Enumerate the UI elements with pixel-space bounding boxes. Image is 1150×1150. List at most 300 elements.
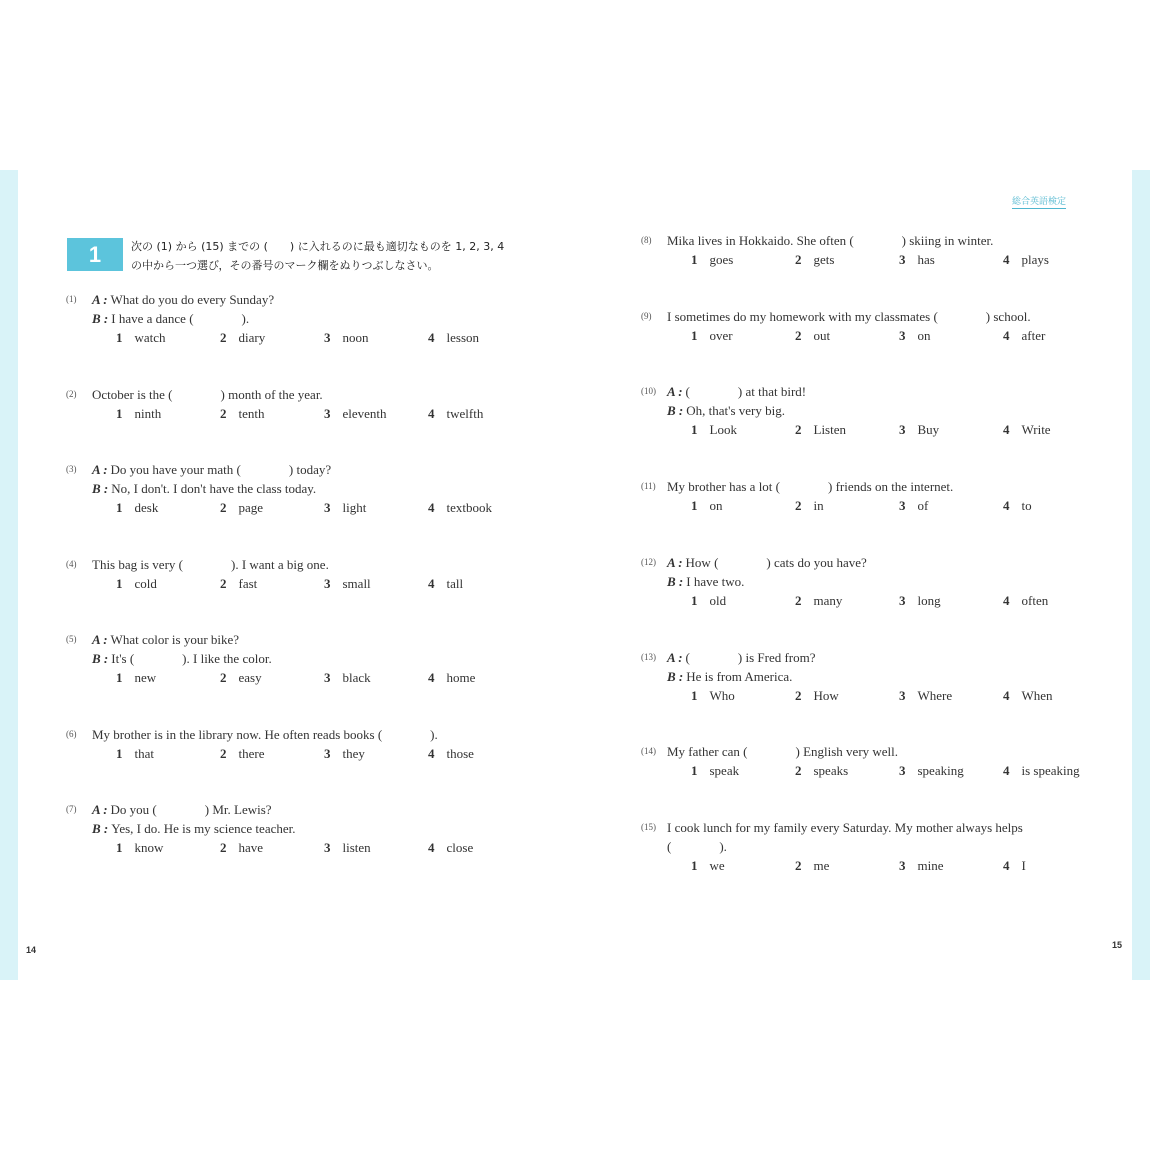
choice-number: 2	[795, 498, 802, 513]
choice-number: 4	[1003, 763, 1010, 778]
choice-option-3	[324, 574, 371, 593]
choice-row	[92, 498, 516, 517]
question-number: (6)	[66, 729, 77, 739]
question-number: (2)	[66, 389, 77, 399]
choice-text: speaks	[813, 763, 849, 778]
question-line	[92, 800, 516, 819]
choice-option-1	[691, 420, 737, 439]
header-label: 総合英語検定	[1012, 194, 1066, 209]
speaker-label: A :	[667, 650, 683, 665]
choice-option-2	[795, 250, 834, 269]
choice-option-4	[428, 838, 473, 857]
choice-text: over	[709, 328, 733, 343]
choice-text: tenth	[238, 406, 265, 421]
question-line	[92, 290, 516, 309]
choice-text: ninth	[134, 406, 162, 421]
choice-text: easy	[238, 670, 262, 685]
choice-option-3	[899, 496, 928, 515]
choice-row	[667, 591, 1091, 610]
question-text-after-blank: ).	[430, 727, 438, 742]
choice-text: long	[917, 593, 941, 608]
question-text-before-blank: Do you have your math (	[110, 462, 241, 477]
question-body	[667, 818, 1091, 875]
question-text-after-blank: ) month of the year.	[220, 387, 323, 402]
choice-text: page	[238, 500, 264, 515]
choice-text: of	[917, 498, 929, 513]
question-text-after-blank: ) cats do you have?	[766, 555, 867, 570]
choice-text: eleventh	[342, 406, 387, 421]
choice-option-1	[691, 686, 735, 705]
choice-text: black	[342, 670, 371, 685]
question-line	[667, 477, 1091, 496]
question-number: (12)	[641, 557, 656, 567]
choice-number: 1	[116, 330, 123, 345]
choice-number: 3	[899, 593, 906, 608]
speaker-label: A :	[92, 632, 108, 647]
choice-option-3	[324, 498, 366, 517]
choice-number: 2	[220, 500, 227, 515]
question-text-before-blank: (	[685, 384, 690, 399]
choice-number: 1	[116, 500, 123, 515]
question-number: (10)	[641, 386, 656, 396]
choice-option-1	[116, 744, 154, 763]
question-line	[667, 648, 1091, 667]
page-number-left: 14	[26, 945, 37, 955]
choice-option-3	[899, 420, 939, 439]
question-line	[92, 460, 516, 479]
choice-text: often	[1021, 593, 1049, 608]
choice-row	[667, 250, 1091, 269]
choice-number: 4	[428, 330, 435, 345]
choice-number: 2	[220, 576, 227, 591]
choice-option-1	[691, 496, 723, 515]
choice-text: speaking	[917, 763, 964, 778]
choice-number: 1	[691, 763, 698, 778]
choice-number: 1	[691, 688, 698, 703]
choice-text: have	[238, 840, 264, 855]
choice-option-1	[691, 250, 733, 269]
choice-number: 3	[899, 252, 906, 267]
choice-option-4	[428, 498, 492, 517]
question-line	[667, 231, 1091, 250]
speaker-label: B :	[92, 651, 109, 666]
choice-number: 3	[899, 763, 906, 778]
choice-text: out	[813, 328, 831, 343]
question-text-after-blank: ) school.	[985, 309, 1031, 324]
choice-number: 3	[324, 840, 331, 855]
question-number: (14)	[641, 746, 656, 756]
choice-number: 3	[324, 746, 331, 761]
question-line	[92, 819, 516, 838]
choice-text: Buy	[917, 422, 940, 437]
question-body	[92, 555, 516, 593]
choice-text: mine	[917, 858, 944, 873]
choice-option-2	[220, 404, 265, 423]
question-9	[641, 307, 1091, 345]
choice-number: 1	[691, 328, 698, 343]
choice-number: 2	[220, 840, 227, 855]
choice-row	[92, 668, 516, 687]
section-number-badge: 1	[67, 238, 123, 271]
question-13	[641, 648, 1091, 705]
choice-text: Listen	[813, 422, 846, 437]
choice-number: 3	[899, 858, 906, 873]
question-text: I cook lunch for my family every Saturday. My mother always helps	[667, 820, 1023, 835]
speaker-label: A :	[92, 802, 108, 817]
question-12	[641, 553, 1091, 610]
choice-number: 3	[899, 688, 906, 703]
question-text-before-blank: Do you (	[110, 802, 157, 817]
speaker-label: B :	[667, 574, 684, 589]
question-15	[641, 818, 1091, 875]
choice-text: there	[238, 746, 265, 761]
choice-row	[92, 404, 516, 423]
choice-text: fast	[238, 576, 258, 591]
choice-row	[92, 744, 516, 763]
choice-text: textbook	[446, 500, 492, 515]
choice-text: listen	[342, 840, 371, 855]
choice-option-1	[691, 761, 739, 780]
choice-option-2	[220, 498, 263, 517]
choice-row	[667, 326, 1091, 345]
choice-text: after	[1021, 328, 1046, 343]
page-number-right: 15	[1112, 940, 1123, 950]
choice-number: 3	[324, 576, 331, 591]
choice-number: 1	[116, 576, 123, 591]
choice-option-4	[1003, 496, 1032, 515]
choice-number: 4	[1003, 328, 1010, 343]
choice-text: watch	[134, 330, 166, 345]
choice-text: lesson	[446, 330, 479, 345]
question-number: (11)	[641, 481, 656, 491]
choice-number: 4	[1003, 688, 1010, 703]
question-line	[92, 630, 516, 649]
question-text-after-blank: ) Mr. Lewis?	[204, 802, 272, 817]
question-line	[92, 725, 516, 744]
choice-row	[92, 838, 516, 857]
choice-number: 4	[428, 746, 435, 761]
choice-number: 3	[899, 328, 906, 343]
choice-text: old	[709, 593, 727, 608]
choice-option-2	[220, 744, 264, 763]
choice-option-2	[220, 838, 263, 857]
choice-option-4	[428, 744, 474, 763]
choice-number: 2	[795, 763, 802, 778]
choice-text: on	[917, 328, 931, 343]
choice-text: desk	[134, 500, 159, 515]
choice-option-2	[795, 420, 846, 439]
choice-text: goes	[709, 252, 734, 267]
choice-text: on	[709, 498, 723, 513]
question-2	[66, 385, 516, 423]
choice-number: 3	[324, 406, 331, 421]
choice-option-3	[324, 404, 387, 423]
choice-option-2	[795, 326, 830, 345]
speaker-label: A :	[92, 292, 108, 307]
question-text-after-blank: ). I like the color.	[182, 651, 272, 666]
choice-text: Who	[709, 688, 735, 703]
choice-number: 1	[691, 593, 698, 608]
question-number: (4)	[66, 559, 77, 569]
choice-number: 4	[428, 576, 435, 591]
choice-row	[92, 574, 516, 593]
question-body	[667, 307, 1091, 345]
choice-option-4	[428, 668, 475, 687]
question-number: (13)	[641, 652, 656, 662]
question-text: I have two.	[686, 574, 745, 589]
choice-option-3	[899, 591, 941, 610]
choice-option-1	[116, 668, 156, 687]
choice-option-3	[324, 668, 371, 687]
question-text-after-blank: ) skiing in winter.	[901, 233, 994, 248]
choice-option-4	[428, 404, 483, 423]
choice-text: plays	[1021, 252, 1049, 267]
question-text-after-blank: ) today?	[288, 462, 332, 477]
choice-number: 4	[1003, 422, 1010, 437]
choice-option-3	[899, 856, 944, 875]
question-body	[667, 553, 1091, 610]
choice-text: home	[446, 670, 476, 685]
choice-text: twelfth	[446, 406, 484, 421]
choice-option-3	[324, 838, 371, 857]
choice-number: 3	[324, 500, 331, 515]
question-body	[667, 742, 1091, 780]
book-spread	[0, 170, 1150, 980]
choice-row	[92, 328, 516, 347]
choice-option-4	[1003, 250, 1049, 269]
choice-option-4	[1003, 761, 1080, 780]
choice-text: light	[342, 500, 367, 515]
choice-option-1	[116, 498, 158, 517]
choice-text: new	[134, 670, 157, 685]
choice-number: 1	[691, 498, 698, 513]
choice-option-3	[899, 761, 964, 780]
choice-number: 4	[428, 500, 435, 515]
choice-number: 2	[795, 328, 802, 343]
choice-option-4	[1003, 420, 1051, 439]
speaker-label: B :	[92, 821, 109, 836]
choice-text: those	[446, 746, 474, 761]
question-text-after-blank: ) English very well.	[795, 744, 899, 759]
choice-number: 1	[116, 746, 123, 761]
question-text-before-blank: My brother is in the library now. He often reads books (	[92, 727, 383, 742]
choice-number: 2	[795, 252, 802, 267]
choice-text: close	[446, 840, 474, 855]
choice-option-4	[1003, 856, 1026, 875]
question-line	[667, 742, 1091, 761]
question-text-before-blank: This bag is very (	[92, 557, 183, 572]
choice-option-3	[899, 326, 931, 345]
question-line	[92, 649, 516, 668]
choice-text: know	[134, 840, 164, 855]
choice-text: I	[1021, 858, 1026, 873]
question-number: (5)	[66, 634, 77, 644]
choice-number: 1	[691, 422, 698, 437]
question-body	[667, 231, 1091, 269]
page-edge-right	[1132, 170, 1150, 980]
speaker-label: A :	[667, 555, 683, 570]
question-line	[667, 667, 1091, 686]
question-line	[92, 479, 516, 498]
question-line	[667, 572, 1091, 591]
question-5	[66, 630, 516, 687]
choice-text: that	[134, 746, 154, 761]
question-text-before-blank: (	[667, 839, 672, 854]
question-text-before-blank: Mika lives in Hokkaido. She often (	[667, 233, 854, 248]
question-text-after-blank: ).	[241, 311, 250, 326]
choice-number: 4	[428, 406, 435, 421]
question-line	[667, 818, 1091, 837]
question-line	[667, 837, 1091, 856]
choice-option-3	[324, 328, 369, 347]
choice-row	[667, 496, 1091, 515]
choice-option-3	[899, 250, 935, 269]
choice-number: 1	[691, 858, 698, 873]
choice-option-1	[691, 326, 733, 345]
choice-number: 4	[428, 670, 435, 685]
choice-option-1	[691, 591, 726, 610]
question-text-after-blank: ) is Fred from?	[737, 650, 816, 665]
choice-number: 2	[795, 688, 802, 703]
choice-option-1	[116, 838, 163, 857]
choice-option-2	[220, 574, 257, 593]
choice-text: to	[1021, 498, 1032, 513]
speaker-label: B :	[92, 311, 109, 326]
choice-text: small	[342, 576, 371, 591]
choice-number: 2	[795, 593, 802, 608]
question-11	[641, 477, 1091, 515]
question-10	[641, 382, 1091, 439]
question-body	[667, 648, 1091, 705]
choice-number: 4	[1003, 252, 1010, 267]
choice-number: 1	[116, 670, 123, 685]
choice-option-2	[795, 496, 824, 515]
choice-text: is speaking	[1021, 763, 1080, 778]
question-line	[92, 385, 516, 404]
question-4	[66, 555, 516, 593]
choice-option-1	[116, 404, 161, 423]
page-edge-left	[0, 170, 18, 980]
instruction-line-1: 次の (1) から (15) までの ( ) に入れるのに最も適切なものを 1, 2, 3, 4	[131, 240, 505, 253]
choice-option-2	[795, 591, 842, 610]
question-body	[92, 290, 516, 347]
question-body	[667, 477, 1091, 515]
choice-text: gets	[813, 252, 835, 267]
question-line	[92, 555, 516, 574]
speaker-label: B :	[667, 669, 684, 684]
choice-text: we	[709, 858, 725, 873]
choice-text: How	[813, 688, 839, 703]
choice-text: many	[813, 593, 843, 608]
choice-option-4	[1003, 686, 1053, 705]
choice-text: noon	[342, 330, 369, 345]
question-text-after-blank: ). I want a big one.	[230, 557, 329, 572]
choice-text: diary	[238, 330, 266, 345]
choice-option-3	[324, 744, 365, 763]
question-text-before-blank: It's (	[111, 651, 135, 666]
question-8	[641, 231, 1091, 269]
choice-text: me	[813, 858, 830, 873]
speaker-label: A :	[667, 384, 683, 399]
choice-number: 3	[899, 422, 906, 437]
choice-option-1	[116, 574, 157, 593]
question-text: No, I don't. I don't have the class today.	[111, 481, 317, 496]
question-text-after-blank: ).	[719, 839, 727, 854]
choice-number: 3	[324, 670, 331, 685]
choice-row	[667, 420, 1091, 439]
question-text-before-blank: My brother has a lot (	[667, 479, 781, 494]
choice-option-1	[116, 328, 166, 347]
choice-number: 2	[220, 746, 227, 761]
speaker-label: A :	[92, 462, 108, 477]
choice-text: in	[813, 498, 824, 513]
choice-text: has	[917, 252, 935, 267]
choice-option-4	[428, 574, 463, 593]
choice-number: 2	[220, 406, 227, 421]
choice-text: tall	[446, 576, 464, 591]
question-1	[66, 290, 516, 347]
question-number: (15)	[641, 822, 656, 832]
choice-option-2	[795, 761, 848, 780]
speaker-label: B :	[667, 403, 684, 418]
choice-text: Look	[709, 422, 737, 437]
choice-row	[667, 686, 1091, 705]
question-line	[92, 309, 516, 328]
choice-number: 2	[220, 330, 227, 345]
choice-number: 2	[795, 422, 802, 437]
choice-number: 1	[116, 406, 123, 421]
question-text-before-blank: I sometimes do my homework with my classmates (	[667, 309, 938, 324]
choice-option-2	[795, 856, 829, 875]
question-text: What do you do every Sunday?	[110, 292, 275, 307]
question-body	[92, 630, 516, 687]
question-text-before-blank: (	[685, 650, 690, 665]
choice-number: 4	[1003, 593, 1010, 608]
question-body	[92, 385, 516, 423]
question-line	[667, 553, 1091, 572]
question-number: (9)	[641, 311, 652, 321]
choice-number: 4	[1003, 858, 1010, 873]
question-text-before-blank: I have a dance (	[111, 311, 194, 326]
choice-option-1	[691, 856, 725, 875]
instruction-line-2: の中から一つ選び，その番号のマーク欄をぬりつぶしなさい。	[131, 259, 439, 272]
question-text: He is from America.	[686, 669, 793, 684]
question-number: (1)	[66, 294, 77, 304]
question-text: What color is your bike?	[110, 632, 240, 647]
question-text-after-blank: ) friends on the internet.	[828, 479, 954, 494]
question-14	[641, 742, 1091, 780]
choice-number: 2	[795, 858, 802, 873]
question-text-before-blank: How (	[685, 555, 719, 570]
question-body	[92, 460, 516, 517]
choice-option-2	[220, 668, 262, 687]
question-line	[667, 382, 1091, 401]
question-text-after-blank: ) at that bird!	[737, 384, 807, 399]
choice-text: When	[1021, 688, 1053, 703]
question-number: (8)	[641, 235, 652, 245]
question-7	[66, 800, 516, 857]
question-body	[667, 382, 1091, 439]
choice-number: 2	[220, 670, 227, 685]
question-number: (7)	[66, 804, 77, 814]
question-6	[66, 725, 516, 763]
choice-option-4	[1003, 326, 1045, 345]
question-text-before-blank: My father can (	[667, 744, 748, 759]
question-text-before-blank: October is the (	[92, 387, 173, 402]
choice-number: 3	[899, 498, 906, 513]
choice-number: 4	[1003, 498, 1010, 513]
choice-number: 1	[116, 840, 123, 855]
